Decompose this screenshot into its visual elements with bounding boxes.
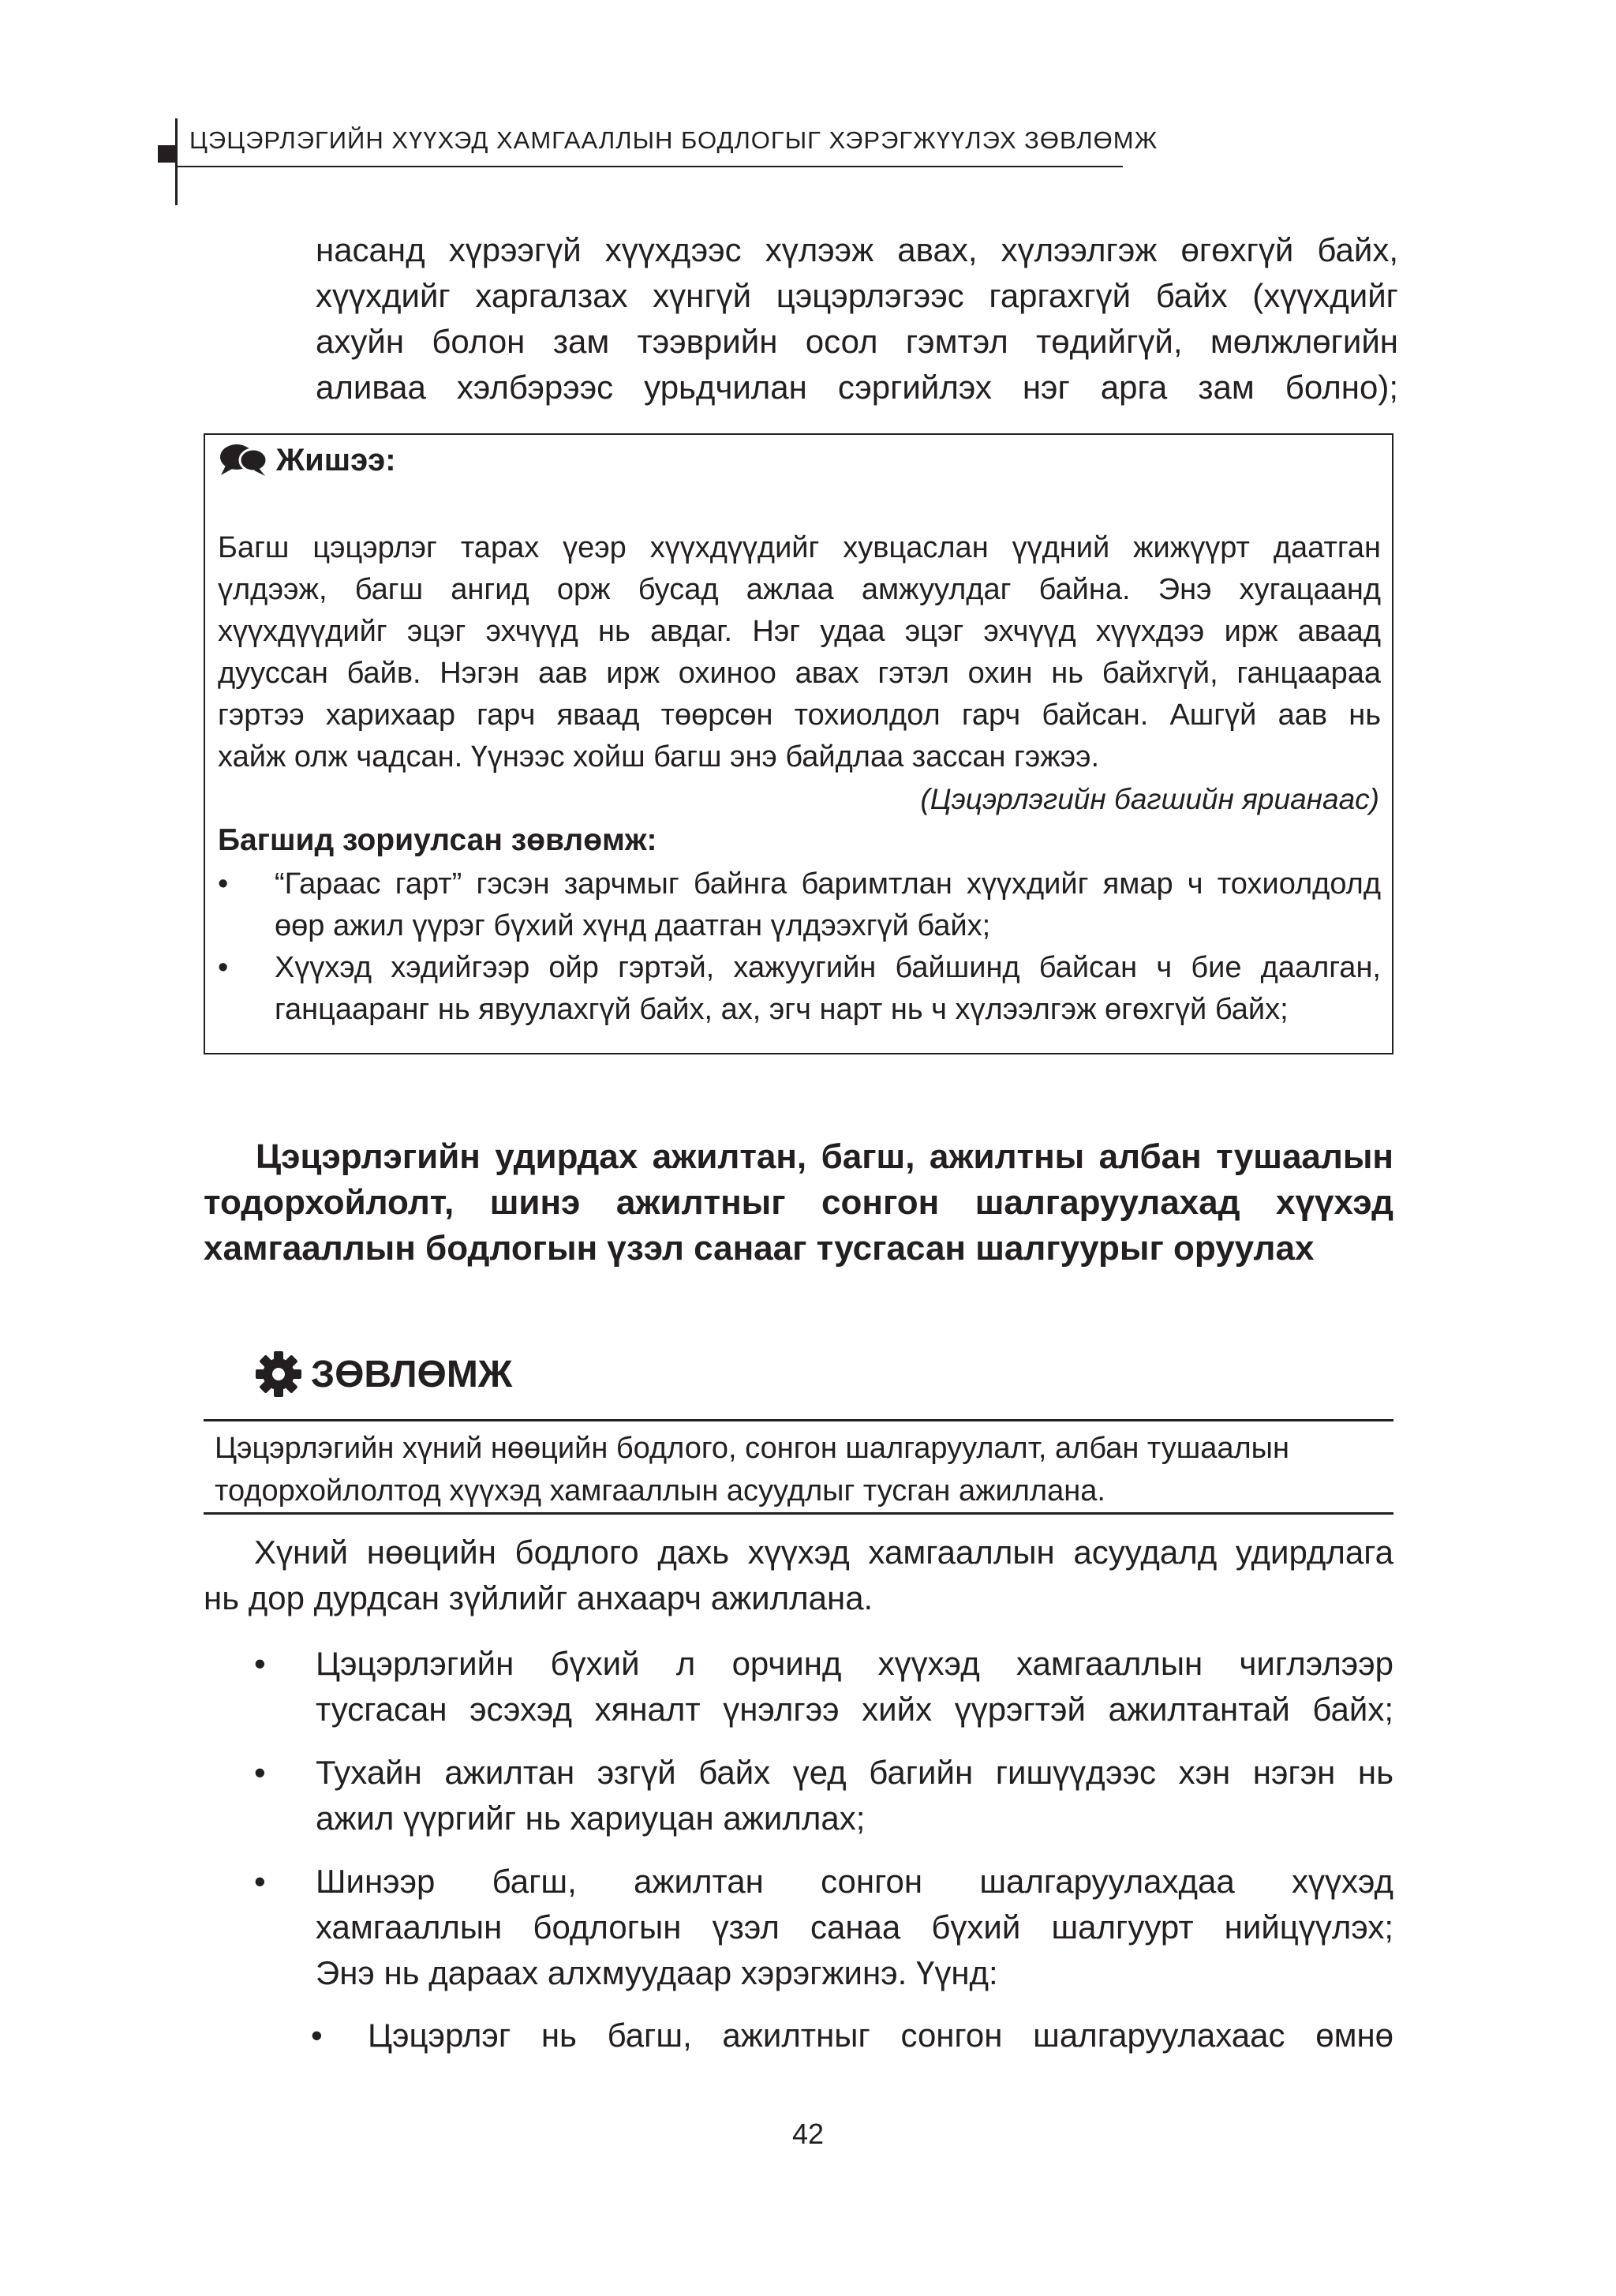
list-item	[254, 1750, 1393, 1841]
text-line: ажил үүргийг нь хариуцан ажиллах;	[316, 1800, 866, 1837]
text-line: ганцааранг нь явуулахгүй байх, ах, эгч нарт нь ч хүлээлгэж өгөхгүй байх;	[275, 993, 1289, 1026]
bullet: •	[311, 2017, 323, 2054]
bullet: •	[218, 951, 229, 984]
header-vertical-line	[175, 118, 178, 205]
list-item	[254, 1641, 1393, 1732]
example-source: (Цэцэрлэгийн багшийн ярианаас)	[920, 783, 1379, 815]
page-number: 42	[791, 2118, 825, 2150]
header-square-mark	[158, 145, 175, 163]
text-line: гэртээ харихаар гарч яваад төөрсөн тохиолдол гарч байсан. Ашгүй аав нь	[218, 699, 1381, 732]
advice-title: Багшид зориулсан зөвлөмж:	[218, 823, 657, 857]
list-item	[218, 863, 1381, 947]
body-intro	[204, 1530, 1393, 1621]
text-line: Энэ нь дараах алхмуудаар хэрэгжинэ. Үүнд:	[316, 1954, 998, 1991]
text-line: өөр ажил үүрэг бүхий хүнд даатган үлдээхгүй байх;	[275, 909, 991, 942]
text-line: Хүүхэд хэдийгээр ойр гэртэй, хажуугийн байшинд байсан ч бие даалган,	[275, 951, 1381, 984]
example-story	[218, 527, 1381, 778]
gear-icon	[254, 1350, 303, 1399]
bullet: •	[254, 1645, 266, 1682]
bullet: •	[218, 867, 229, 901]
text-line: Цэцэрлэгийн бүхий л орчинд хүүхэд хамгааллын чиглэлээр	[316, 1645, 1393, 1682]
text-line: ахуйн болон зам тээврийн осол гэмтэл төдийгүй, мөлжлөгийн	[316, 323, 1398, 360]
heading-line: тодорхойлолт, шинэ ажилтныг сонгон шалгаруулахад хүүхэд	[204, 1183, 1393, 1222]
text-line: Тухайн ажилтан эзгүй байх үед багийн гишүүдээс хэн нэгэн нь	[316, 1754, 1393, 1791]
text-line: хамгааллын бодлогын үзэл санаа бүхий шалгуурт нийцүүлэх;	[316, 1908, 1393, 1946]
text-line: насанд хүрээгүй хүүхдээс хүлээж авах, хүлээлгэж өгөхгүй байх,	[316, 231, 1398, 268]
text-line: хайж олж чадсан. Үүнээс хойш багш энэ байдлаа зассан гэжээ.	[218, 740, 1100, 773]
text-line: аливаа хэлбэрээс урьдчилан сэргийлэх нэг арга зам болно);	[316, 369, 1398, 406]
list-item	[254, 1859, 1393, 1996]
text-line: үлдээж, багш ангид орж бусад ажлаа амжуулдаг байна. Энэ хугацаанд	[218, 573, 1381, 606]
heading-line: Цэцэрлэгийн удирдах ажилтан, багш, ажилтны албан тушаалын	[256, 1137, 1393, 1176]
text-line: тусгасан эсэхэд хяналт үнэлгээ хийх үүрэгтэй ажилтантай байх;	[316, 1691, 1393, 1728]
bullet: •	[254, 1863, 266, 1900]
text-line: Хүний нөөцийн бодлого дахь хүүхэд хамгааллын асуудалд удирдлага	[254, 1534, 1393, 1571]
text-line: Цэцэрлэг нь багш, ажилтныг сонгон шалгаруулахаас өмнө	[368, 2017, 1393, 2054]
text-line: “Гараас гарт” гэсэн зарчмыг байнга баримтлан хүүхдийг ямар ч тохиолдолд	[275, 867, 1381, 901]
recommendation-title-text: ЗӨВЛӨМЖ	[311, 1353, 513, 1395]
text-line: хүүхдийг харгалзах хүнгүй цэцэрлэгээс гаргахгүй байх (хүүхдийг	[316, 277, 1398, 314]
advice-list	[218, 863, 1381, 1031]
top-paragraph	[316, 227, 1398, 410]
running-title: ЦЭЦЭРЛЭГИЙН ХҮҮХЭД ХАМГААЛЛЫН БОДЛОГЫГ ХЭРЭГЖҮҮЛЭХ ЗӨВЛӨМЖ	[189, 126, 1158, 154]
speech-bubbles-icon	[218, 442, 270, 478]
recommendation-title	[254, 1350, 512, 1399]
list-item	[218, 947, 1381, 1031]
heading-line: хамгааллын бодлогын үзэл санааг тусгасан шалгуурыг оруулах	[204, 1229, 1315, 1268]
text-line: Багш цэцэрлэг тарах үеэр хүүхдүүдийг хувцаслан үүдний жижүүрт даатган	[218, 531, 1381, 564]
text-line: Цэцэрлэгийн хүний нөөцийн бодлого, сонгон шалгаруулалт, албан тушаалын	[215, 1432, 1289, 1465]
text-line: нь дор дурдсан зүйлийг анхаарч ажиллана.	[204, 1579, 873, 1616]
text-line: тодорхойлолтод хүүхэд хамгааллын асуудлыг тусган ажиллана.	[215, 1474, 1105, 1508]
recommendation-top-rule	[204, 1419, 1393, 1421]
text-line: Шинээр багш, ажилтан сонгон шалгаруулахдаа хүүхэд	[316, 1863, 1393, 1900]
recommendation-text	[215, 1427, 1382, 1512]
text-line: дууссан байв. Нэгэн аав ирж охиноо авах гэтэл охин нь байхгүй, ганцаараа	[218, 657, 1381, 690]
example-title	[218, 442, 396, 478]
header-rule	[178, 166, 1123, 167]
section-heading	[204, 1134, 1393, 1272]
text-line: хүүхдүүдийг эцэг эхчүүд нь авдаг. Нэг удаа эцэг эхчүүд хүүхдээ ирж аваад	[218, 615, 1381, 648]
example-title-text: Жишээ:	[276, 442, 396, 478]
recommendation-bottom-rule	[204, 1512, 1393, 1515]
sub-list-item	[311, 2013, 1393, 2058]
bullet: •	[254, 1754, 266, 1791]
